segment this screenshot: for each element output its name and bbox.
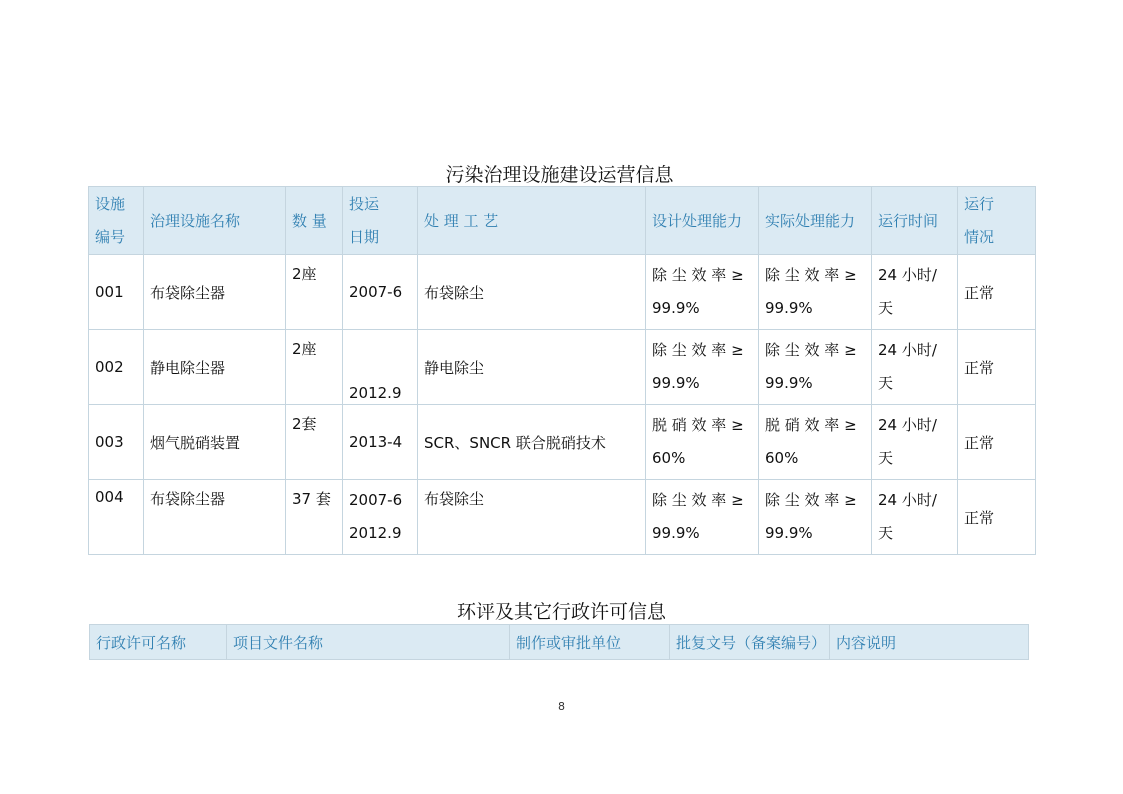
cell-design: 除 尘 效 率 ≥ 99.9% xyxy=(646,255,759,330)
cell-date: 2013-4 xyxy=(343,405,418,480)
header-description: 内容说明 xyxy=(830,625,1029,660)
header-date: 投运 日期 xyxy=(343,187,418,255)
cell-date: 2007-6 2012.9 xyxy=(343,480,418,555)
cell-qty: 2座 xyxy=(286,330,343,405)
cell-code: 002 xyxy=(89,330,144,405)
facility-table-header-row xyxy=(89,187,1036,255)
cell-status: 正常 xyxy=(958,480,1036,555)
facility-table xyxy=(88,186,1036,555)
header-name: 治理设施名称 xyxy=(144,187,286,255)
cell-actual: 除 尘 效 率 ≥ 99.9% xyxy=(759,480,872,555)
permit-table xyxy=(89,624,1029,660)
header-qty: 数 量 xyxy=(286,187,343,255)
cell-qty: 37 套 xyxy=(286,480,343,555)
cell-name: 布袋除尘器 xyxy=(144,480,286,555)
cell-date: 2012.9 xyxy=(343,330,418,405)
table-row xyxy=(89,405,1036,480)
header-design-capacity: 设计处理能力 xyxy=(646,187,759,255)
cell-code: 004 xyxy=(89,480,144,555)
cell-name: 布袋除尘器 xyxy=(144,255,286,330)
cell-qty: 2座 xyxy=(286,255,343,330)
cell-code: 003 xyxy=(89,405,144,480)
cell-name: 静电除尘器 xyxy=(144,330,286,405)
header-project-file: 项目文件名称 xyxy=(227,625,510,660)
cell-date: 2007-6 xyxy=(343,255,418,330)
cell-time: 24 小时/ 天 xyxy=(872,480,958,555)
cell-design: 除 尘 效 率 ≥ 99.9% xyxy=(646,330,759,405)
cell-time: 24 小时/ 天 xyxy=(872,405,958,480)
header-actual-capacity: 实际处理能力 xyxy=(759,187,872,255)
header-code: 设施 编号 xyxy=(89,187,144,255)
header-approval-no: 批复文号（备案编号） xyxy=(670,625,830,660)
page-number: 8 xyxy=(558,700,565,713)
table-row xyxy=(89,255,1036,330)
cell-name: 烟气脱硝装置 xyxy=(144,405,286,480)
table-row xyxy=(89,330,1036,405)
cell-status: 正常 xyxy=(958,405,1036,480)
header-status: 运行 情况 xyxy=(958,187,1036,255)
header-process: 处 理 工 艺 xyxy=(418,187,646,255)
cell-actual: 除 尘 效 率 ≥ 99.9% xyxy=(759,330,872,405)
header-run-time: 运行时间 xyxy=(872,187,958,255)
cell-qty: 2套 xyxy=(286,405,343,480)
permit-table-title: 环评及其它行政许可信息 xyxy=(456,601,666,623)
header-issuer: 制作或审批单位 xyxy=(510,625,670,660)
cell-design: 脱 硝 效 率 ≥ 60% xyxy=(646,405,759,480)
cell-process: 静电除尘 xyxy=(418,330,646,405)
cell-process: 布袋除尘 xyxy=(418,255,646,330)
cell-actual: 除 尘 效 率 ≥ 99.9% xyxy=(759,255,872,330)
cell-process: 布袋除尘 xyxy=(418,480,646,555)
cell-status: 正常 xyxy=(958,330,1036,405)
permit-table-header-row xyxy=(90,625,1029,660)
cell-actual: 脱 硝 效 率 ≥ 60% xyxy=(759,405,872,480)
cell-design: 除 尘 效 率 ≥ 99.9% xyxy=(646,480,759,555)
cell-time: 24 小时/ 天 xyxy=(872,255,958,330)
cell-time: 24 小时/ 天 xyxy=(872,330,958,405)
cell-process: SCR、SNCR 联合脱硝技术 xyxy=(418,405,646,480)
facility-table-title: 污染治理设施建设运营信息 xyxy=(445,164,674,186)
cell-code: 001 xyxy=(89,255,144,330)
table-row xyxy=(89,480,1036,555)
cell-status: 正常 xyxy=(958,255,1036,330)
header-permit-name: 行政许可名称 xyxy=(90,625,227,660)
